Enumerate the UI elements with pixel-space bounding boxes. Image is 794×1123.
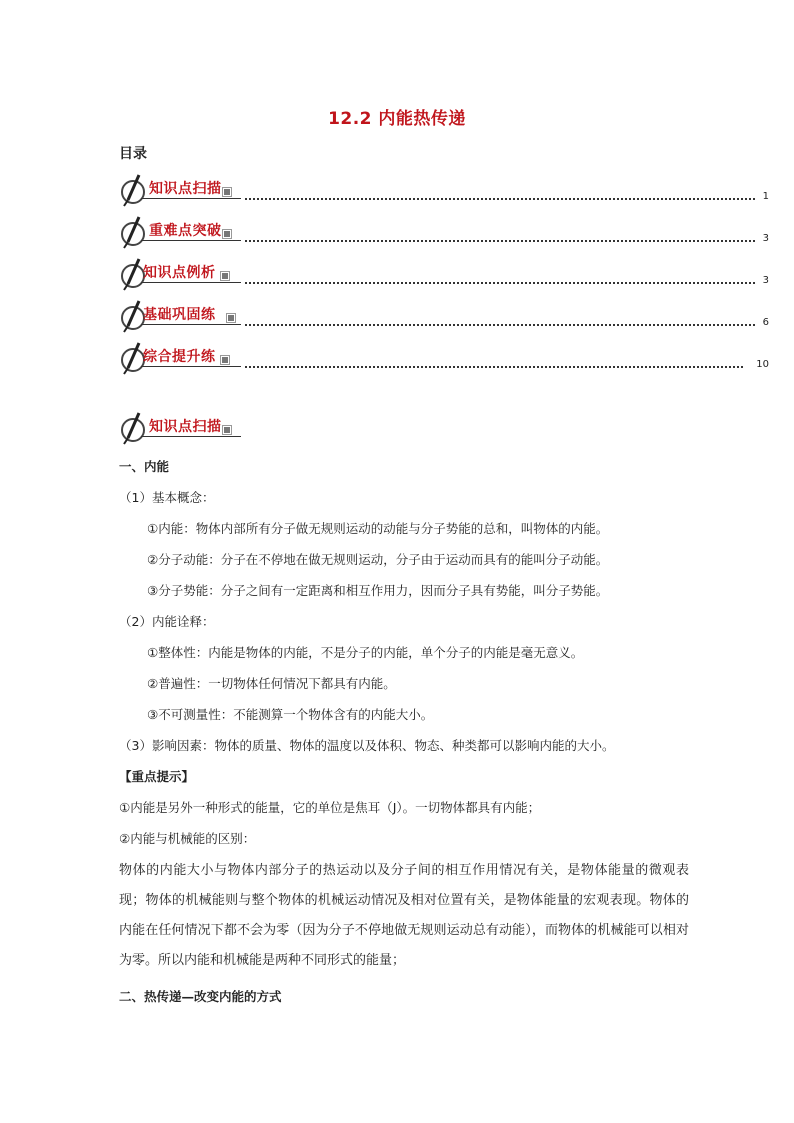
tip-paragraph: 物体的内能大小与物体内部分子的热运动以及分子间的相互作用情况有关，是物体能量的微观表现；物体的机械能则与整个物体的机械运动情况及相对位置有关，是物体能量的宏观表现。物体的内能在任何情况下都不会为零（因为分子不停地做无规则运动总有动能），而物体的机械能可以相对为零。所以内能和机械能是两种不同形式的能量；: [119, 863, 689, 968]
toc-page-number: 3: [762, 275, 769, 286]
toc-page-number: 10: [756, 359, 769, 370]
subheading: （2）内能诠释：: [119, 614, 215, 629]
toc-label: 知识点例析: [143, 265, 216, 281]
toc-label: 基础巩固练: [143, 307, 216, 323]
toc-leader: [245, 324, 755, 326]
badge-square-icon: [223, 230, 231, 238]
toc-page-number: 1: [762, 191, 769, 202]
toc-page-number: 3: [762, 233, 769, 244]
badge-underline: [141, 282, 241, 283]
tip-item: ①内能是另外一种形式的能量，它的单位是焦耳（J）。一切物体都具有内能；: [119, 800, 541, 815]
section-badge: [119, 172, 244, 208]
heading-2: 二、热传递—改变内能的方式: [119, 989, 282, 1004]
list-item: ③不可测量性：不能测算一个物体含有的内能大小。: [147, 707, 434, 722]
section-badge-label: 知识点扫描: [149, 419, 222, 435]
list-item: ②分子动能：分子在不停地在做无规则运动，分子由于运动而具有的能叫分子动能。: [147, 552, 609, 567]
badge-square-icon: [221, 272, 229, 280]
badge-underline: [141, 366, 241, 367]
list-item: ①内能：物体内部所有分子做无规则运动的动能与分子势能的总和，叫物体的内能。: [147, 521, 609, 536]
heading-1: 一、内能: [119, 459, 170, 474]
toc-entry[interactable]: [119, 340, 769, 378]
badge-square-icon: [221, 356, 229, 364]
toc-entry[interactable]: [119, 172, 769, 210]
badge-square-icon: [227, 314, 235, 322]
section-badge: [119, 214, 244, 250]
list-item: ②普遍性：一切物体任何情况下都具有内能。: [147, 676, 396, 691]
list-item: ③分子势能：分子之间有一定距离和相互作用力，因而分子具有势能，叫分子势能。: [147, 583, 609, 598]
brush-icon: [119, 214, 149, 250]
toc-entry[interactable]: [119, 214, 769, 252]
badge-underline: [141, 198, 241, 199]
brush-icon: [119, 410, 149, 446]
list-item: ①整体性：内能是物体的内能，不是分子的内能，单个分子的内能是毫无意义。: [147, 645, 584, 660]
toc-label: 知识点扫描: [149, 181, 222, 197]
badge-underline: [141, 240, 241, 241]
toc-heading: 目录: [119, 146, 147, 162]
tip-item: ②内能与机械能的区别：: [119, 831, 256, 846]
toc-label: 重难点突破: [149, 223, 222, 239]
badge-underline: [141, 436, 241, 437]
section-badge: [119, 340, 244, 376]
section-badge: [119, 410, 244, 446]
toc-leader: [245, 366, 743, 368]
section-badge: [119, 256, 244, 292]
section-badge: [119, 298, 244, 334]
brush-icon: [119, 172, 149, 208]
subheading: （1）基本概念：: [119, 490, 215, 505]
toc-leader: [245, 240, 755, 242]
toc-page-number: 6: [762, 317, 769, 328]
toc-leader: [245, 282, 755, 284]
toc-leader: [245, 198, 755, 200]
document-title: 12.2 内能热传递: [328, 109, 466, 129]
tip-heading: 【重点提示】: [119, 769, 195, 784]
badge-square-icon: [223, 426, 231, 434]
badge-underline: [141, 324, 241, 325]
badge-square-icon: [223, 188, 231, 196]
subheading: （3）影响因素：物体的质量、物体的温度以及体积、物态、种类都可以影响内能的大小。: [119, 738, 615, 753]
toc-entry[interactable]: [119, 298, 769, 336]
toc-label: 综合提升练: [143, 349, 216, 365]
toc-entry[interactable]: [119, 256, 769, 294]
